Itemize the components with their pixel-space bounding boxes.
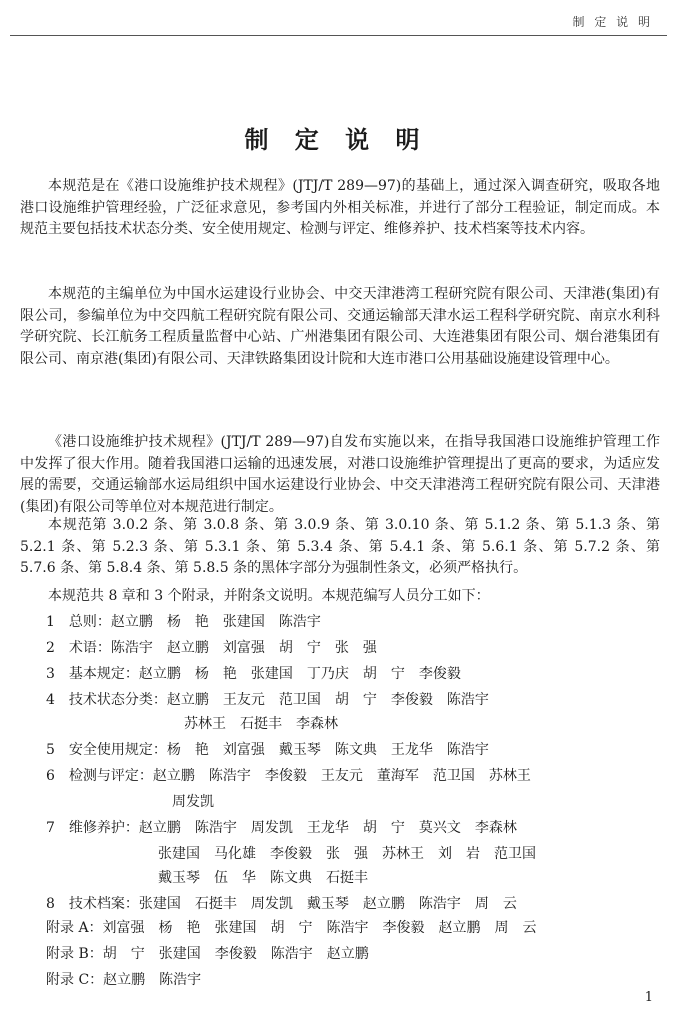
staff-line-chapter-3: 3 基本规定：赵立鹏 杨 艳 张建国 丁乃庆 胡 宁 李俊毅 <box>46 666 461 682</box>
staff-line-chapter-7-cont-2: 戴玉琴 伍 华 陈文典 石挺丰 <box>158 870 368 886</box>
paragraph-2: 本规范的主编单位为中国水运建设行业协会、中交天津港湾工程研究院有限公司、天津港(集团)有限公司，参编单位为中交四航工程研究院有限公司、交通运输部天津水运工程科学研究院、南京水利科学研究院、长江航务工程质量监督中心站、广州港集团有限公司、大连港集团有限公司、烟台港集团有限公司、南京港(集团)有限公司、天津铁路集团设计院和大连市港口公用基础设施建设管理中心。 <box>20 286 660 368</box>
staff-line-chapter-7-cont-1: 张建国 马化雄 李俊毅 张 强 苏林王 刘 岩 范卫国 <box>158 846 536 862</box>
paragraph-3: 《港口设施维护技术规程》(JTJ/T 289—97)自发布实施以来，在指导我国港口设施维护管理工作中发挥了很大作用。随着我国港口运输的迅速发展，对港口设施维护管理提出了更高的要求，为适应发展的需要，交通运输部水运局组织中国水运建设行业协会、中交天津港湾工程研究院有限公司、天津港(集团)有限公司等单位对本规范进行制定。 <box>20 434 660 516</box>
staff-line-chapter-2: 2 术语：陈浩宇 赵立鹏 刘富强 胡 宁 张 强 <box>46 640 377 656</box>
staff-line-chapter-1: 1 总则：赵立鹏 杨 艳 张建国 陈浩宇 <box>46 614 321 630</box>
header-rule <box>10 35 667 36</box>
staff-line-chapter-6: 6 检测与评定：赵立鹏 陈浩宇 李俊毅 王友元 董海军 范卫国 苏林王 <box>46 768 531 784</box>
staff-line-chapter-4: 4 技术状态分类：赵立鹏 王友元 范卫国 胡 宁 李俊毅 陈浩宇 <box>46 692 489 708</box>
staff-line-chapter-4-cont: 苏林王 石挺丰 李森林 <box>184 716 338 732</box>
paragraph-5: 本规范共 8 章和 3 个附录，并附条文说明。本规范编写人员分工如下： <box>48 588 490 604</box>
staff-line-appendix-b: 附录 B：胡 宁 张建国 李俊毅 陈浩宇 赵立鹏 <box>46 946 369 962</box>
staff-line-chapter-5: 5 安全使用规定：杨 艳 刘富强 戴玉琴 陈文典 王龙华 陈浩宇 <box>46 742 489 758</box>
staff-line-appendix-c: 附录 C：赵立鹏 陈浩宇 <box>46 972 202 988</box>
running-header: 制 定 说 明 <box>572 15 653 29</box>
staff-line-chapter-7: 7 维修养护：赵立鹏 陈浩宇 周发凯 王龙华 胡 宁 莫兴文 李森林 <box>46 820 517 836</box>
staff-line-chapter-6-cont: 周发凯 <box>172 794 214 810</box>
paragraph-4: 本规范第 3.0.2 条、第 3.0.8 条、第 3.0.9 条、第 3.0.10 条、第 5.1.2 条、第 5.1.3 条、第 5.2.1 条、第 5.2.3 条、第 5.3.1 条、第 5.3.4 条、第 5.4.1 条、第 5.6.1 条、第 5.7.2 条、第 5.7.6 条、第 5.8.4 条、第 5.8.5 条的黑体字部分为强制性条文，必须严格执行。 <box>20 517 660 577</box>
paragraph-1: 本规范是在《港口设施维护技术规程》(JTJ/T 289—97)的基础上，通过深入调查研究，吸取各地港口设施维护管理经验，广泛征求意见，参考国内外相关标准，并进行了部分工程验证，制定而成。本规范主要包括技术状态分类、安全使用规定、检测与评定、维修养护、技术档案等技术内容。 <box>20 178 660 238</box>
page-title: 制 定 说 明 <box>244 125 429 154</box>
page-number: 1 <box>644 990 653 1005</box>
staff-line-appendix-a: 附录 A：刘富强 杨 艳 张建国 胡 宁 陈浩宇 李俊毅 赵立鹏 周 云 <box>46 920 537 936</box>
staff-line-chapter-8: 8 技术档案：张建国 石挺丰 周发凯 戴玉琴 赵立鹏 陈浩宇 周 云 <box>46 896 517 912</box>
